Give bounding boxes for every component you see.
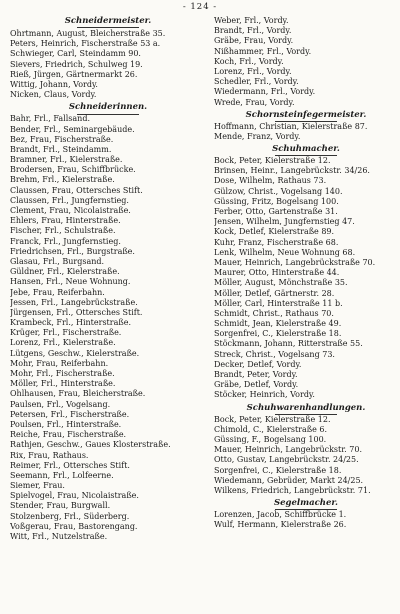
directory-entry: Brandt, Peter, Vordy.: [214, 370, 298, 379]
directory-entry: Mauer, Heinrich, Langebrückstr. 70.: [214, 445, 362, 455]
directory-entry: Stöcker, Heinrich, Vordy.: [214, 390, 315, 400]
directory-entry: Franck, Frl., Jungfernstieg.: [10, 236, 121, 246]
section-heading-text: Schneiderinnen.: [68, 102, 148, 113]
directory-entry: Wittig, Johann, Vordy.: [10, 79, 98, 89]
directory-entry: Claussen, Frau, Ottersches Stift.: [10, 185, 143, 195]
directory-entry: Streck, Christ., Vogelsang 73.: [214, 349, 335, 359]
directory-entry: Schwieger, Carl, Steindamm 90.: [10, 49, 141, 59]
section-heading-text: Schuhmacher.: [272, 144, 340, 155]
section-heading: [214, 498, 398, 509]
directory-entry: Friedrichsen, Frl., Burgstraße.: [10, 246, 135, 256]
directory-entry: Fischer, Frl., Schulstraße.: [10, 226, 116, 236]
directory-entry: Möller, Frl., Hinterstraße.: [10, 379, 116, 389]
directory-entry: Bahr, Frl., Fallsand.: [10, 114, 90, 124]
directory-entry: Kuhr, Franz, Fischerstraße 68.: [214, 237, 339, 247]
directory-entry: Kock, Detlef, Kielerstraße 89.: [214, 227, 335, 237]
directory-entry: Spielvogel, Frau, Nicolaistraße.: [10, 491, 139, 501]
directory-entry: Schedler, Frl., Vordy.: [214, 77, 299, 87]
directory-entry: Bock, Peter, Kielerstraße 12.: [214, 156, 331, 166]
directory-entry: Rieß, Jürgen, Gärtnermarkt 26.: [10, 69, 138, 79]
right-column: [214, 16, 398, 530]
section-heading: [214, 403, 398, 414]
directory-entry: Jebe, Frau, Reiferbahn.: [10, 287, 105, 297]
directory-entry: Lenk, Wilhelm, Neue Wohnung 68.: [214, 247, 356, 257]
directory-entry: Gräbe, Detlef, Vordy.: [214, 380, 299, 390]
directory-entry: Stender, Frau, Burgwall.: [10, 501, 111, 511]
directory-entry: Jensen, Wilhelm, Jungfernstieg 47.: [214, 217, 355, 227]
directory-entry: Ferber, Otto, Gartenstraße 31.: [214, 207, 338, 216]
directory-entry: Jessen, Frl., Langebrückstraße.: [10, 297, 138, 307]
directory-entry: Wiedermann, Frl., Vordy.: [214, 87, 316, 97]
directory-entry: Sorgenfrei, C., Kielerstraße 18.: [214, 465, 342, 475]
directory-entry: Clement, Frau, Nicolaistraße.: [10, 206, 131, 215]
directory-entry: Seemann, Frl., Lolfeerne.: [10, 470, 114, 480]
directory-entry: Güssing, Fritz, Bogelsang 100.: [214, 196, 339, 206]
directory-entry: Petersen, Frl., Fischerstraße.: [10, 409, 130, 419]
directory-entry: Rathjen, Geschw., Gaues Klosterstraße.: [10, 440, 171, 450]
directory-entry: Mohr, Frl., Fischerstraße.: [10, 369, 115, 378]
directory-entry: Poulsen, Frl., Hinterstraße.: [10, 419, 122, 429]
left-column: [10, 16, 206, 542]
directory-entry: Bez, Frau, Fischerstraße.: [10, 134, 114, 144]
directory-entry: Brehm, Frl., Kielerstraße.: [10, 175, 115, 185]
directory-entry: Wulf, Hermann, Kielerstraße 26.: [214, 520, 347, 530]
directory-entry: Möller, Detlef, Gärtnerstr. 28.: [214, 288, 335, 298]
directory-entry: Ohrtmann, August, Bleicherstraße 35.: [10, 29, 166, 38]
directory-entry: Voßgerau, Frau, Bastorengang.: [10, 521, 138, 531]
section-heading-text: Segelmacher.: [273, 498, 339, 509]
directory-entry: Siemer, Frau.: [10, 481, 65, 491]
directory-entry: Paulsen, Frl., Vogelsang.: [10, 399, 111, 409]
directory-entry: Schmidt, Jean, Kielerstraße 49.: [214, 319, 342, 329]
directory-entry: Ohlhausen, Frau, Bleicherstraße.: [10, 389, 146, 399]
directory-entry: Stöckmann, Johann, Ritterstraße 55.: [214, 339, 363, 349]
directory-entry: Mohr, Frau, Reiferbahn.: [10, 358, 109, 368]
directory-entry: Wrede, Frau, Vordy.: [214, 97, 295, 107]
directory-entry: Bender, Frl., Seminargebäude.: [10, 124, 135, 134]
section-heading-text: Schneidermeister.: [64, 16, 152, 26]
directory-entry: Krambeck, Frl., Hinterstraße.: [10, 318, 131, 328]
directory-entry: Gräbe, Frau, Vordy.: [214, 36, 294, 46]
directory-entry: Decker, Detlef, Vordy.: [214, 359, 302, 369]
directory-entry: Mende, Franz, Vordy.: [214, 131, 301, 141]
directory-entry: Maurer, Otto, Hinterstraße 44.: [214, 268, 340, 278]
section-heading-text: Schornsteinfegermeister.: [245, 109, 367, 120]
section-heading: [10, 16, 206, 27]
directory-entry: Lorenzen, Jacob, Schiffbrücke 1.: [214, 510, 347, 520]
section-heading: [10, 102, 206, 113]
directory-entry: Bramner, Frl., Kielerstraße.: [10, 155, 123, 165]
directory-entry: Koch, Frl., Vordy.: [214, 56, 284, 66]
directory-entry: Hansen, Frl., Neue Wohnung.: [10, 277, 131, 287]
directory-entry: Otto, Gustav, Langebrückstr. 24/25.: [214, 455, 359, 465]
directory-entry: Reimer, Frl., Ottersches Stift.: [10, 460, 130, 470]
directory-entry: Möller, Carl, Hinterstraße 11 b.: [214, 298, 343, 308]
directory-entry: Nicken, Claus, Vordy.: [10, 90, 97, 100]
directory-entry: Brinsen, Heinr., Langebrückstr. 34/26.: [214, 166, 370, 176]
directory-entry: Güldner, Frl., Kielerstraße.: [10, 267, 120, 277]
directory-entry: Bock, Peter, Kielerstraße 12.: [214, 414, 331, 424]
directory-entry: Brandt, Frl., Vordy.: [214, 26, 292, 36]
directory-entry: Wiedemann, Gebrüder, Markt 24/25.: [214, 475, 364, 485]
directory-entry: Güssing, F., Bogelsang 100.: [214, 434, 327, 444]
directory-entry: Brandt, Frl., Steindamm.: [10, 144, 112, 154]
directory-entry: Chimold, C., Kielerstraße 6.: [214, 424, 328, 434]
directory-entry: Reiche, Frau, Fischerstraße.: [10, 430, 127, 440]
directory-entry: Nißhammer, Frl., Vordy.: [214, 46, 312, 56]
directory-entry: Lorenz, Frl., Kielerstraße.: [10, 338, 116, 348]
directory-entry: Claussen, Frl., Jungfernstieg.: [10, 195, 129, 205]
directory-entry: Glasau, Frl., Burgsand.: [10, 256, 105, 266]
directory-entry: Ehlers, Frau, Hinterstraße.: [10, 216, 121, 226]
directory-entry: Möller, August, Mönchstraße 35.: [214, 278, 348, 288]
directory-entry: Peters, Heinrich, Fischerstraße 53 a.: [10, 39, 161, 49]
section-heading-text: Schuhwarenhandlungen.: [246, 402, 366, 413]
directory-entry: Brodersen, Frau, Schiffbrücke.: [10, 165, 136, 175]
directory-entry: Hoffmann, Christian, Kielerstraße 87.: [214, 121, 368, 131]
directory-entry: Lorenz, Frl., Vordy.: [214, 66, 292, 76]
directory-entry: Schmidt, Christ., Rathaus 70.: [214, 308, 334, 318]
directory-entry: Dose, Wilhelm, Rathaus 73.: [214, 176, 327, 186]
directory-entry: Krüger, Frl., Fischerstraße.: [10, 328, 122, 338]
directory-entry: Rix, Frau, Rathaus.: [10, 450, 89, 460]
page-number: - 124 -: [182, 2, 218, 12]
directory-entry: Lütgens, Geschw., Kielerstraße.: [10, 348, 140, 358]
directory-entry: Sorgenfrei, C., Kielerstraße 18.: [214, 329, 342, 339]
directory-entry: Jürgensen, Frl., Ottersches Stift.: [10, 307, 143, 317]
directory-entry: Mauer, Heinrich, Langebrückstraße 70.: [214, 257, 376, 267]
directory-entry: Stolzenberg, Frl., Süderberg.: [10, 511, 130, 521]
directory-entry: Wilkens, Friedrich, Langebrückstr. 71.: [214, 485, 371, 495]
directory-entry: Weber, Frl., Vordy.: [214, 16, 289, 25]
section-heading: [214, 144, 398, 155]
directory-entry: Witt, Frl., Nutzelstraße.: [10, 532, 108, 541]
section-heading: [214, 110, 398, 121]
directory-entry: Gülzow, Christ., Vogelsang 140.: [214, 186, 343, 196]
directory-entry: Sievers, Friedrich, Schulweg 19.: [10, 59, 143, 69]
